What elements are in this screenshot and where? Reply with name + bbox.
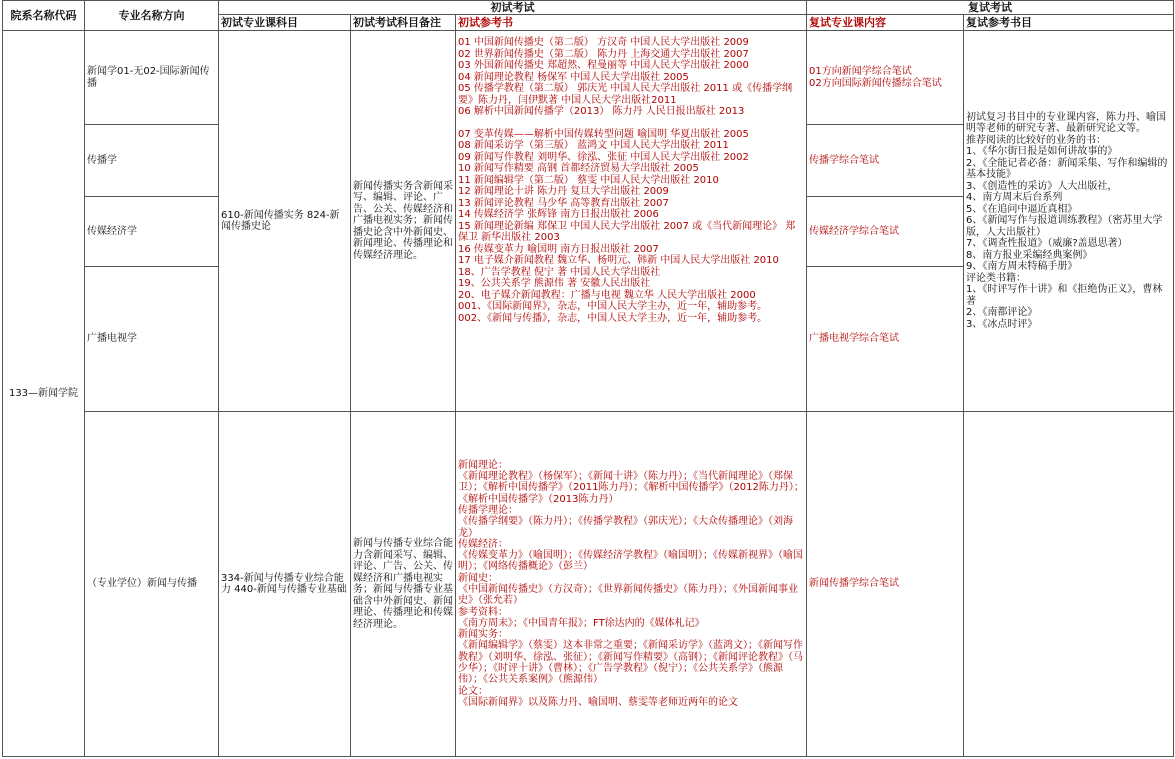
header-initial-subjects: 初试专业课科目: [219, 15, 351, 31]
row-journalism: [3, 31, 1174, 125]
book-line: 15 新闻理论新编 郑保卫 中国人民大学出版社 2007 或《当代新闻理论》 郑保卫 新华出版社 2003: [458, 220, 796, 243]
book-line: 10 新闻写作精要 高钢 首都经济贸易大学出版社 2005: [458, 163, 699, 174]
academic-subjects: 610-新闻传播实务 824-新闻传播史论: [219, 31, 351, 412]
header-retest-books: 复试参考书目: [964, 15, 1174, 31]
retest-media-economics: 传媒经济学综合笔试: [807, 197, 964, 267]
book-line: 19、公共关系学 熊源伟 著 安徽人民出版社: [458, 278, 651, 289]
header-initial-exam: 初试考试: [219, 1, 807, 15]
book-line: 001、《国际新闻界》，杂志，中国人民大学主办，近一年，辅助参考。: [458, 301, 768, 312]
book-line: 18、广告学教程 倪宁 著 中国人民大学出版社: [458, 266, 661, 278]
book-line: 04 新闻理论教程 杨保军 中国人民大学出版社 2005: [458, 71, 689, 83]
book-line: 09 新闻写作教程 刘明华、徐泓、张征 中国人民大学出版社 2002: [458, 151, 749, 163]
book-line: 06 解析中国新闻传播学（2013） 陈力丹 人民日报出版社 2013: [458, 106, 745, 117]
book-line: 03 外国新闻传播史 郑超然、程曼丽等 中国人民大学出版社 2000: [458, 60, 749, 71]
professional-retest: 新闻传播学综合笔试: [807, 412, 964, 757]
major-broadcasting: 广播电视学: [85, 267, 219, 412]
header-retest-content: 复试专业课内容: [807, 15, 964, 31]
header-retest: 复试考试: [807, 1, 1174, 15]
admission-table: [2, 0, 1174, 757]
professional-retest-books-empty: [964, 412, 1174, 757]
book-line: 02 世界新闻传播史（第二版） 陈力丹 上海交通大学出版社 2007: [458, 48, 749, 60]
retest-journalism: 01方向新闻学综合笔试 02方向国际新闻传播综合笔试: [807, 31, 964, 125]
retest-broadcasting: 广播电视学综合笔试: [807, 267, 964, 412]
header-major: 专业名称方向: [85, 1, 219, 31]
header-initial-notes: 初试考试科目备注: [351, 15, 456, 31]
book-line: 12 新闻理论十讲 陈力丹 复旦大学出版社 2009: [458, 186, 669, 197]
major-professional: （专业学位）新闻与传播: [85, 412, 219, 757]
retest-communication: 传播学综合笔试: [807, 125, 964, 197]
major-journalism: 新闻学01-无02-国际新闻传播: [85, 31, 219, 125]
major-communication: 传播学: [85, 125, 219, 197]
book-line: 08 新闻采访学（第三版） 蓝鸿文 中国人民大学出版社 2011: [458, 140, 729, 151]
book-line: 01 中国新闻传播史（第二版） 方汉奇 中国人民大学出版社 2009: [458, 37, 749, 48]
academic-notes: 新闻传播实务含新闻采写、编辑、评论、广告、公关、传媒经济和广播电视实务；新闻传播史论含中外新闻史、新闻理论、传播理论和传媒经济理论。: [351, 31, 456, 412]
book-line: 14 传媒经济学 张辉锋 南方日报出版社 2006: [458, 209, 659, 220]
major-media-economics: 传媒经济学: [85, 197, 219, 267]
book-line: 13 新闻评论教程 马少华 高等教育出版社 2007: [458, 197, 669, 209]
academic-retest-books: 初试复习书目中的专业课内容，陈力丹、喻国明等老师的研究专著、最新研究论文等。 推荐阅读的比较好的业务的书： 1、《华尔街日报是如何讲故事的》 2、《全能记者必备：新闻采集、写作和编辑的基本技能》 3、《创造性的采访》人大出版社， 4、南方周末后台系列 5、《在追问中逼近真相》 6、《新闻写作与报道训练教程》（密苏里大学版，人大出版社） 7、《调查性报道》（威廉?盖恩思著） 8、南方报业采编经典案例》 9、《南方周末特稿手册》 评论类书籍： 1、《时评写作十讲》和《拒绝伪正义》，曹林著 2、《南都评论》 3、《冰点时评》: [964, 31, 1174, 412]
book-line: 05 传播学教程（第二版） 郭庆光 中国人民大学出版社 2011 或《传播学纲要》陈力丹，闫伊默著 中国人民大学出版社2011: [458, 83, 793, 106]
book-spacer: [458, 118, 804, 129]
college-cell: 133—新闻学院: [3, 31, 85, 757]
book-line: 07 变革传媒——解析中国传媒转型问题 喻国明 华夏出版社 2005: [458, 128, 749, 140]
row-professional: [3, 412, 1174, 757]
professional-notes: 新闻与传播专业综合能力含新闻采写、编辑、评论、广告、公关、传媒经济和广播电视实务；新闻与传播专业基础含中外新闻史、新闻理论、传播理论和传媒经济理论。: [351, 412, 456, 757]
professional-subjects: 334-新闻与传播专业综合能力 440-新闻与传播专业基础: [219, 412, 351, 757]
book-line: 17 电子媒介新闻教程 魏立华、杨明元、韩新 中国人民大学出版社 2010: [458, 255, 779, 266]
academic-books: [456, 31, 807, 412]
header-college-code: 院系名称代码: [3, 1, 85, 31]
book-line: 16 传媒变革力 喻国明 南方日报出版社 2007: [458, 243, 659, 255]
book-line: 11 新闻编辑学（第二版） 蔡雯 中国人民大学出版社 2010: [458, 174, 719, 186]
book-line: 002、《新闻与传播》，杂志，中国人民大学主办，近一年，辅助参考。: [458, 312, 768, 324]
professional-books: 新闻理论： 《新闻理论教程》（杨保军）；《新闻十讲》（陈力丹）；《当代新闻理论》（郑保卫）；《解析中国传播学》（2011陈力丹）；《解析中国传播学》（2012陈力丹）；《解析中国传播学》（2013陈力丹） 传播学理论： 《传播学纲要》（陈力丹）；《传播学教程》（郭庆光）；《大众传播理论》（刘海龙） 传媒经济： 《传媒变革力》（喻国明）；《传媒经济学教程》（喻国明）；《传媒新视界》（喻国明）；《网络传播概论》（彭兰） 新闻史： 《中国新闻传播史》（方汉奇）；《世界新闻传播史》（陈力丹）；《外国新闻事业史》（张允若） 参考资料： 《南方周末》；《中国青年报》；FT徐达内的《媒体札记》 新闻实务： 《新闻编辑学》（蔡雯）这本非常之重要；《新闻采访学》（蓝鸿文）；《新闻写作教程》（刘明华、徐泓、张征）；《新闻写作精要》（高钢）；《新闻评论教程》（马少华）；《时评十讲》（曹林）；《广告学教程》（倪宁）；《公共关系学》（熊源伟）；《公共关系案例》（熊源伟） 论文： 《国际新闻界》以及陈力丹、喻国明、蔡雯等老师近两年的论文: [456, 412, 807, 757]
header-initial-books: 初试参考书: [456, 15, 807, 31]
book-line: 20、电子媒介新闻教程：广播与电视 魏立华 人民大学出版社 2000: [458, 289, 756, 301]
header-row-1: [3, 1, 1174, 15]
